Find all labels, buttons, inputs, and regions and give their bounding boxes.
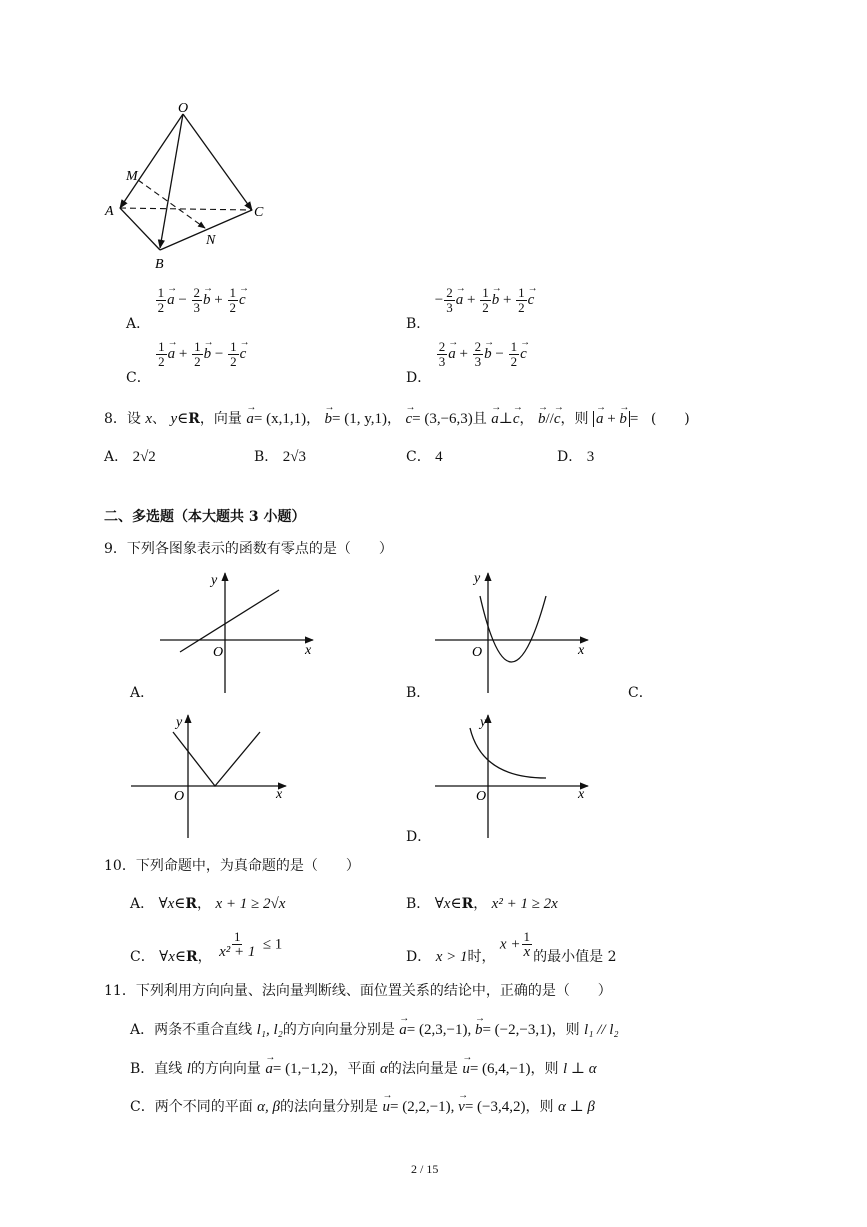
q11-option-b[interactable]: B．直线 l的方向向量 → a= (1,−1,2)，平面 α的法向量是 → u= (6,4,−1)，则 l ⊥ α (130, 1058, 597, 1078)
q8-parallel: // (545, 411, 554, 427)
q11-b-vector-a: = (1,−1,2) (272, 1061, 334, 1077)
q10-option-d-label: D． (406, 948, 432, 965)
label-C: C (254, 205, 264, 220)
q11-c-mid: 的法向量分别是 (280, 1099, 379, 1115)
q8-option-c-label: C． (406, 449, 431, 465)
q9-c-x-label: x (276, 787, 283, 802)
q8-number: 8．设 (104, 411, 141, 427)
label-A: A (105, 204, 114, 219)
q10-c-le: ≤ 1 (262, 936, 283, 953)
q11-b-conclusion: l ⊥ α (562, 1061, 597, 1077)
q9-c-y-label: y (176, 715, 183, 730)
q11-a-lines: l₁, l₂ (256, 1022, 283, 1038)
q9-graph-d (430, 710, 600, 840)
q11-c-text: C．两个不同的平面 (130, 1099, 253, 1115)
q10-stem: 10．下列命题中，为真命题的是（ ） (104, 858, 360, 874)
q10-d-tail: 的最小值是 2 (533, 948, 617, 965)
q8-vector-word: ，向量 (199, 411, 242, 427)
q11-option-c[interactable]: C．两个不同的平面 α, β的法向量分别是 → u= (2,2,−1), → v= (−3,4,2)，则 α ⊥ β (130, 1096, 595, 1116)
q9-b-origin: O (472, 645, 483, 660)
q9-c-origin: O (174, 789, 185, 804)
q10-option-b[interactable] (406, 893, 558, 913)
q10-c-real-set: R (186, 948, 198, 965)
q11-b-vector-u: = (6,4,−1) (469, 1061, 531, 1077)
q7-option-d[interactable] (406, 339, 527, 386)
q11-c-then: ，则 (525, 1099, 554, 1115)
q11-b-mid: 的方向向量 (190, 1061, 261, 1077)
q10-b-expr: x² + 1 ≥ 2x (491, 896, 558, 912)
q11-a-vector-a: = (2,3,−1), (406, 1022, 475, 1038)
q8-option-a-label: A． (104, 449, 129, 465)
q7-option-a[interactable] (126, 285, 246, 332)
q10-option-d[interactable] (406, 929, 617, 965)
q10-a-quantifier: ∀x∈ (158, 896, 186, 912)
q8-y-in: y∈ (170, 411, 189, 427)
q10-d-frac-den: x (523, 944, 531, 960)
q7-option-d-label: D． (406, 369, 432, 386)
q7-option-a-expr: $\frac{1}{2}$ → a − $\frac{2}{3}$ → b + $\frac{1}{2}$ → c (155, 292, 246, 308)
tetrahedron-figure (100, 100, 280, 280)
q10-c-quantifier: ∀x∈ (159, 948, 186, 965)
q10-c-comma: ， (197, 948, 212, 965)
q10-c-frac-num: 1 (233, 929, 241, 944)
q10-b-real-set: R (461, 896, 474, 912)
q8-a-def: = (x,1,1) (253, 411, 307, 427)
q10-b-comma: ， (473, 896, 488, 912)
q10-a-comma: ， (197, 896, 212, 912)
q9-stem: 9．下列各图象表示的函数有零点的是（ ） (104, 541, 393, 557)
page-number: 2 / 15 (411, 1162, 439, 1176)
q8-option-a[interactable] (104, 446, 156, 466)
q7-option-c-expr: $\frac{1}{2}$ → a + $\frac{1}{2}$ → b − $\frac{1}{2}$ → c (155, 346, 246, 362)
q9-d-origin: O (476, 789, 487, 804)
q10-option-b-label: B． (406, 896, 431, 912)
q8-option-d-value: 3 (586, 449, 595, 465)
q7-option-c[interactable] (126, 339, 247, 386)
q8-option-c[interactable] (406, 446, 443, 466)
q9-b-y-label: y (474, 571, 481, 586)
q10-d-frac-num: 1 (523, 929, 531, 944)
q8-answer-paren: ( ) (650, 411, 690, 427)
q8-c-def: = (3,−6,3) (412, 411, 473, 427)
q8-option-b-label: B． (254, 449, 279, 465)
q11-stem: 11．下列利用方向向量、法向量判断线、面位置关系的结论中，正确的是（ ） (104, 983, 612, 999)
q10-c-frac-den: x² + 1 (219, 944, 256, 960)
q11-a-mid: 的方向向量分别是 (282, 1022, 395, 1038)
q9-graph-b (430, 568, 600, 698)
q8-real-set: R (188, 411, 200, 427)
q8-then: ，则 (560, 411, 589, 427)
q11-a-text: A．两条不重合直线 (130, 1022, 253, 1038)
q11-a-then: ，则 (551, 1022, 580, 1038)
q10-d-when: 时， (467, 948, 496, 965)
q8-b-def: = (1, y,1) (332, 411, 387, 427)
q9-option-c-label[interactable]: C． (628, 685, 653, 701)
q7-option-c-label: C． (126, 369, 151, 386)
q9-a-origin: O (213, 645, 224, 660)
q10-option-a[interactable] (130, 893, 285, 913)
q9-option-a-label[interactable]: A． (130, 685, 155, 701)
q11-a-conclusion: l₁ // l₂ (584, 1022, 619, 1038)
q8-option-d-label: D． (557, 449, 583, 465)
q7-option-b-label: B． (406, 315, 431, 332)
q9-option-b-label[interactable]: B． (406, 685, 431, 701)
q11-b-line: l (186, 1061, 191, 1077)
q8-option-d[interactable] (557, 446, 594, 466)
q10-a-expr: x + 1 ≥ 2√x (215, 896, 286, 912)
q9-a-x-label: x (305, 643, 312, 658)
q10-b-quantifier: ∀x∈ (434, 896, 462, 912)
q11-c-vector-v: = (−3,4,2) (464, 1099, 526, 1115)
q11-c-planes: α, β (257, 1099, 281, 1115)
q10-option-a-label: A． (130, 896, 155, 912)
q9-d-y-label: y (480, 715, 487, 730)
q11-b-text: B．直线 (130, 1061, 183, 1077)
q9-d-x-label: x (578, 787, 585, 802)
label-B: B (155, 257, 164, 272)
q10-option-c-label: C． (130, 948, 155, 965)
q10-a-real-set: R (185, 896, 198, 912)
label-O: O (178, 101, 189, 116)
section-heading: 二、多选题（本大题共 3 小题） (104, 509, 306, 525)
q7-option-b-expr: − $\frac{2}{3}$ → a + $\frac{1}{2}$ → b + $\frac{1}{2}$ → c (435, 292, 535, 308)
q9-graph-a (155, 568, 325, 698)
q11-option-a[interactable]: A．两条不重合直线 l₁, l₂的方向向量分别是 → a= (2,3,−1), → b= (−2,−3,1)，则 l₁ // l₂ (130, 1019, 619, 1039)
q8-var-x: x (145, 411, 153, 427)
label-M: M (126, 169, 138, 184)
q8-stem: 8．设 x、 y∈R，向量 → a= (x,1,1)， → b= (1, y,1)， → c= (3,−6,3)且 → a⊥→ c， → b//→ c，则 → a + → b = ( ) (104, 408, 690, 428)
q9-option-d-label[interactable]: D． (406, 829, 432, 845)
q11-b-mid2: ，平面 (333, 1061, 376, 1077)
q8-perp: ⊥ (498, 411, 513, 427)
q11-c-conclusion: α ⊥ β (557, 1099, 595, 1115)
q7-option-d-expr: $\frac{2}{3}$ → a + $\frac{2}{3}$ → b − $\frac{1}{2}$ → c (436, 346, 527, 362)
q8-abs-eq: = (629, 411, 639, 427)
q7-option-a-label: A． (126, 315, 151, 332)
q11-b-then: ，则 (530, 1061, 559, 1077)
q7-option-b[interactable] (406, 285, 535, 332)
q8-and: 且 (472, 411, 487, 427)
q8-sep: 、 (152, 411, 167, 427)
q9-graph-c (128, 710, 298, 840)
q9-b-x-label: x (578, 643, 585, 658)
q10-d-expr: x + (499, 936, 521, 953)
q8-option-b[interactable] (254, 446, 306, 466)
q11-b-plane: α (380, 1061, 388, 1077)
q11-c-vector-u: = (2,2,−1), (389, 1099, 459, 1115)
q9-a-y-label: y (211, 573, 218, 588)
q11-b-mid3: 的法向量是 (387, 1061, 458, 1077)
q11-a-vector-b: = (−2,−3,1) (482, 1022, 552, 1038)
q8-option-a-value: 2√2 (132, 449, 156, 465)
q10-option-c[interactable] (130, 929, 283, 965)
q8-option-c-value: 4 (435, 449, 443, 465)
q8-option-b-value: 2√3 (282, 449, 306, 465)
q10-d-condition: x > 1 (435, 948, 468, 965)
label-N: N (206, 233, 216, 248)
